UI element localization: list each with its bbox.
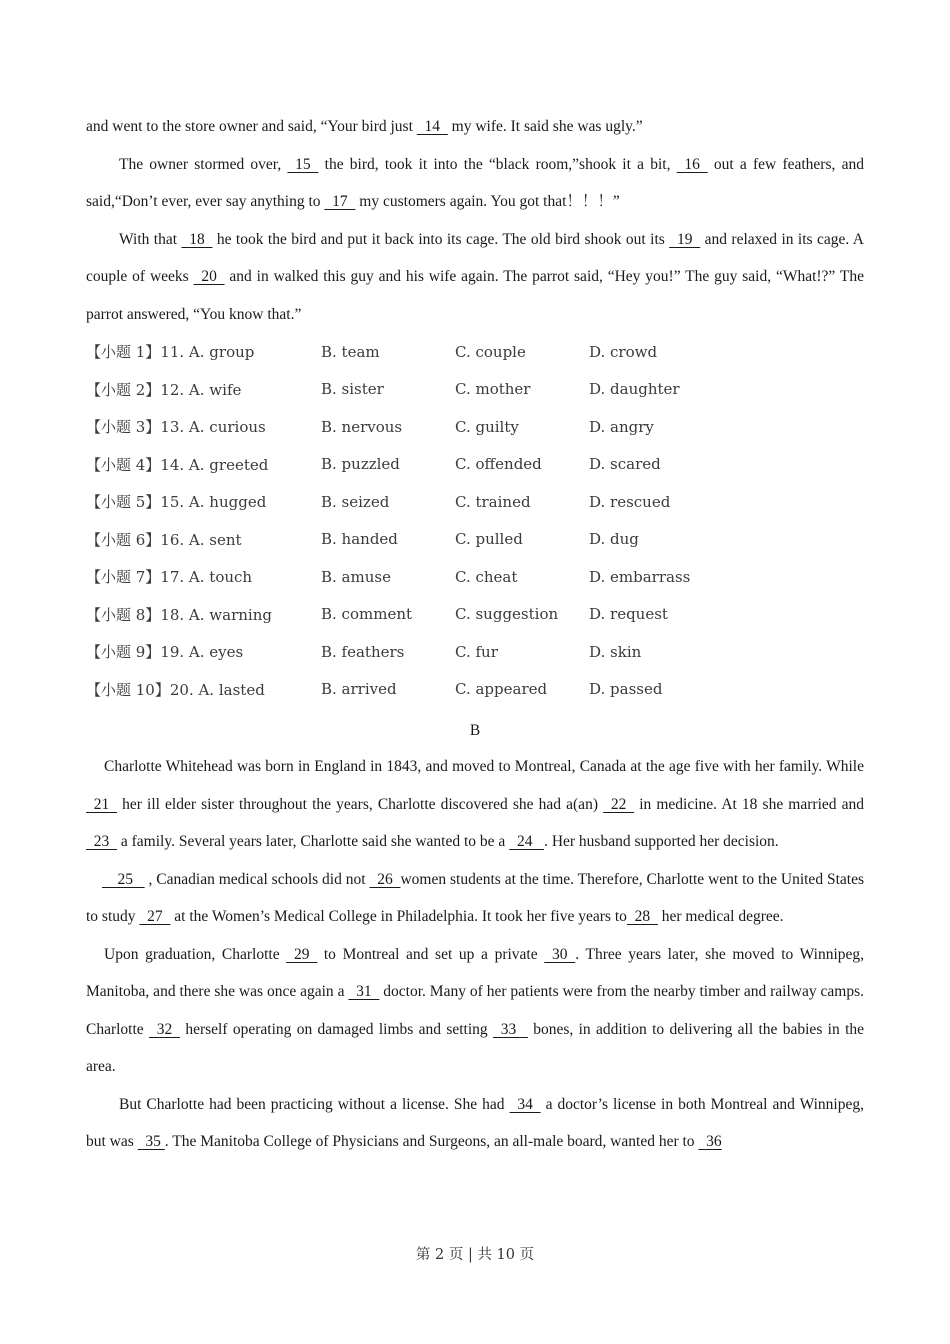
option-b: B. comment	[321, 605, 413, 624]
option-c: C. pulled	[455, 530, 523, 549]
text: and in walked this guy and his wife again. The parrot said, “Hey you!” The guy said, “What!?” The parrot answered, “You know that.”	[86, 268, 864, 323]
blank-29: 29	[286, 945, 318, 963]
text: Charlotte Whitehead was born in England in 1843, and moved to Montreal, Canada at the age five with her family. While	[104, 758, 864, 775]
text: out a few feathers, and said,“Don’t ever, ever say anything to	[86, 155, 864, 210]
paragraph-b4	[86, 1086, 864, 1161]
option-d: D. scared	[589, 455, 661, 474]
text: her medical degree.	[657, 908, 784, 925]
option-d: D. skin	[589, 642, 642, 661]
option-c: C. guilty	[455, 417, 519, 436]
paragraph-b2	[86, 861, 864, 936]
text: . Her husband supported her decision.	[544, 833, 779, 850]
option-c: C. trained	[455, 492, 531, 511]
option-b: B. team	[321, 342, 380, 361]
page-number: 第 2 页 | 共 10 页	[415, 1247, 535, 1263]
text: the bird, took it into the “black room,”shook it a bit,	[318, 155, 677, 173]
text: Upon graduation, Charlotte	[104, 945, 287, 963]
option-c: C. fur	[455, 642, 498, 661]
blank-17: 17	[324, 193, 356, 210]
option-b: B. sister	[321, 380, 384, 399]
blank-28: 28	[626, 908, 658, 925]
text: a doctor’s license in both Montreal and Winnipeg, but was	[86, 1095, 864, 1150]
blank-36: 36	[698, 1133, 722, 1150]
question-row	[86, 521, 726, 559]
option-b: B. arrived	[321, 680, 397, 699]
text: and went to the store owner and said, “Your bird just	[86, 118, 417, 135]
blank-31: 31	[348, 983, 380, 1000]
option-a: 【小题 2】12. A. wife	[86, 380, 242, 399]
text: The owner stormed over,	[119, 155, 288, 173]
blank-33: 33	[493, 1020, 528, 1038]
text: bones, in addition to delivering all the babies in the area.	[86, 1020, 865, 1075]
paragraph-b3	[86, 936, 864, 1086]
text: to Montreal and set up a private	[317, 945, 545, 963]
option-d: D. request	[589, 605, 668, 624]
text: in medicine. At 18 she married and	[634, 795, 864, 813]
blank-20: 20	[193, 268, 225, 285]
question-row	[86, 408, 726, 446]
question-row	[86, 596, 726, 634]
paragraph-a2	[86, 146, 864, 221]
page-footer	[0, 1243, 950, 1264]
blank-22: 22	[603, 795, 635, 813]
option-a: 【小题 8】18. A. warning	[86, 605, 272, 624]
option-b: B. puzzled	[321, 455, 400, 474]
blank-35: 35	[137, 1133, 165, 1150]
blank-27: 27	[139, 908, 171, 925]
blank-25: 25	[102, 870, 145, 888]
option-b: B. nervous	[321, 417, 403, 436]
option-d: D. daughter	[589, 380, 680, 399]
section-heading-b: B	[469, 722, 481, 739]
blank-21: 21	[86, 795, 117, 813]
option-a: 【小题 4】14. A. greeted	[86, 455, 269, 474]
question-row	[86, 633, 726, 671]
option-b: B. handed	[321, 530, 398, 549]
text: But Charlotte had been practicing without a license. She had	[119, 1095, 510, 1113]
option-a: 【小题 7】17. A. touch	[86, 568, 253, 587]
text: , Canadian medical schools did not	[144, 870, 370, 888]
option-c: C. couple	[455, 342, 526, 361]
option-d: D. crowd	[589, 342, 658, 361]
question-row	[86, 483, 726, 521]
option-a: 【小题 3】13. A. curious	[86, 418, 266, 437]
blank-16: 16	[676, 155, 708, 173]
text: doctor. Many of her patients were from the nearby timber and railway camps. Charlotte	[86, 983, 864, 1038]
paragraph-b1	[86, 748, 864, 861]
option-a: 【小题 5】15. A. hugged	[86, 493, 267, 512]
question-row	[86, 671, 726, 709]
option-c: C. appeared	[455, 680, 548, 699]
question-row	[86, 333, 726, 371]
text: a family. Several years later, Charlotte said she wanted to be a	[117, 833, 510, 850]
option-a: 【小题 1】11. A. group	[86, 343, 255, 362]
paragraph-a1	[86, 108, 864, 146]
question-options-table	[86, 333, 726, 708]
text: my wife. It said she was ugly.”	[447, 118, 643, 135]
option-a: 【小题 10】20. A. lasted	[86, 680, 265, 699]
text: With that	[119, 230, 182, 248]
blank-23: 23	[86, 833, 117, 850]
blank-32: 32	[149, 1020, 181, 1038]
text: herself operating on damaged limbs and setting	[180, 1020, 493, 1038]
option-c: C. mother	[455, 380, 531, 399]
option-d: D. passed	[589, 680, 663, 699]
question-row	[86, 371, 726, 409]
text: . The Manitoba College of Physicians and Surgeons, an all-male board, wanted her to	[164, 1133, 699, 1150]
blank-26: 26	[369, 870, 401, 888]
question-row	[86, 446, 726, 484]
blank-14: 14	[416, 118, 448, 135]
blank-15: 15	[287, 155, 319, 173]
question-row	[86, 558, 726, 596]
option-c: C. suggestion	[455, 605, 559, 624]
text: and relaxed in its cage. A couple of weeks	[86, 230, 864, 285]
text: . Three years later, she moved to Winnipeg, Manitoba, and there she was once again a	[86, 945, 864, 1000]
text: my customers again. You got that！！！”	[355, 193, 620, 210]
text: her ill elder sister throughout the years, Charlotte discovered she had a(an)	[117, 795, 604, 813]
option-c: C. offended	[455, 455, 542, 474]
option-a: 【小题 9】19. A. eyes	[86, 643, 244, 662]
option-b: B. feathers	[321, 642, 405, 661]
blank-34: 34	[509, 1095, 541, 1113]
option-d: D. rescued	[589, 492, 671, 511]
option-b: B. seized	[321, 492, 390, 511]
text: at the Women’s Medical College in Philadelphia. It took her five years to	[170, 908, 627, 925]
text: he took the bird and put it back into its cage. The old bird shook out its	[212, 230, 670, 248]
option-d: D. embarrass	[589, 567, 691, 586]
paragraph-a3	[86, 221, 864, 334]
blank-30: 30	[544, 945, 576, 963]
document-page	[86, 108, 864, 1161]
option-d: D. dug	[589, 530, 639, 549]
option-d: D. angry	[589, 417, 654, 436]
blank-19: 19	[669, 230, 701, 248]
option-b: B. amuse	[321, 567, 391, 586]
text: women students at the time. Therefore, Charlotte went to the United States to study	[86, 870, 864, 925]
option-c: C. cheat	[455, 567, 518, 586]
blank-18: 18	[181, 230, 213, 248]
blank-24: 24	[509, 833, 545, 850]
option-a: 【小题 6】16. A. sent	[86, 530, 242, 549]
